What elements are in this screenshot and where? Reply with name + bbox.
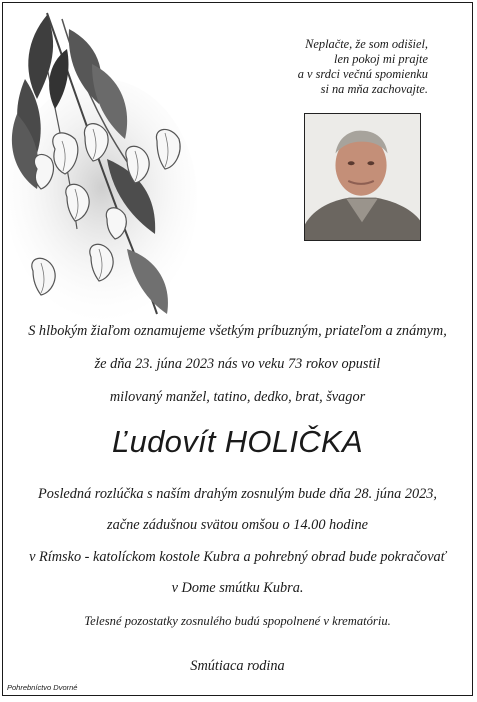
- verse-line: a v srdci večnú spomienku: [297, 67, 428, 81]
- portrait-photo: [304, 113, 421, 241]
- signature: Smútiaca rodina: [190, 658, 285, 674]
- announcement-line: S hlbokým žiaľom oznamujeme všetkým príbuzným, priateľom a známym,: [28, 323, 447, 339]
- obituary-card: [2, 2, 473, 696]
- farewell-line: začne zádušnou svätou omšou o 14.00 hodine: [107, 517, 368, 533]
- cremation-note: Telesné pozostatky zosnulého budú spopolnené v krematóriu.: [84, 614, 391, 628]
- farewell-line: v Rímsko - katolíckom kostole Kubra a pohrebný obrad bude pokračovať: [29, 549, 446, 565]
- memorial-verse: [208, 37, 428, 97]
- verse-line: Neplačte, že som odišiel,: [305, 37, 428, 51]
- deceased-name: Ľudovít HOLIČKA: [112, 424, 363, 459]
- verse-line: si na mňa zachovajte.: [320, 82, 428, 96]
- verse-line: len pokoj mi prajte: [334, 52, 428, 66]
- announcement-line: že dňa 23. júna 2023 nás vo veku 73 rokov opustil: [94, 356, 381, 372]
- farewell-line: v Dome smútku Kubra.: [171, 580, 304, 596]
- announcement-line: milovaný manžel, tatino, dedko, brat, švagor: [109, 389, 366, 405]
- farewell-line: Posledná rozlúčka s naším drahým zosnulým bude dňa 28. júna 2023,: [38, 486, 437, 502]
- calla-lily-illustration: [7, 9, 207, 321]
- funeral-home-credit: Pohrebníctvo Dvorné: [7, 683, 78, 692]
